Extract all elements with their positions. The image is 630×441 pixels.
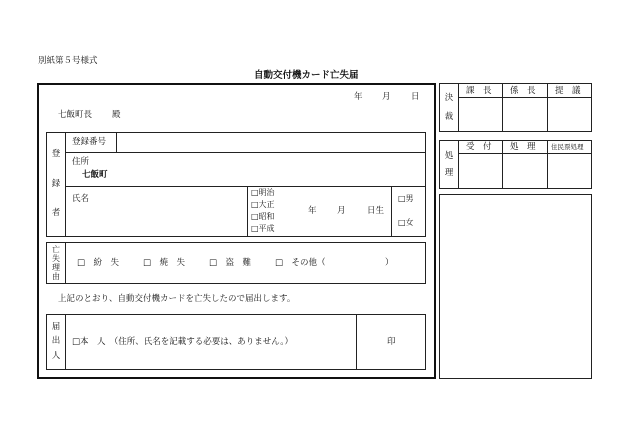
address-field[interactable] bbox=[66, 153, 425, 185]
processing-col-process: 処 理 bbox=[510, 142, 536, 152]
era-meiji-checkbox[interactable]: □明治 bbox=[251, 188, 275, 197]
registrant-label-1: 登 bbox=[51, 149, 61, 159]
era-heisei-checkbox[interactable]: □平成 bbox=[251, 224, 275, 233]
processing-label-2: 理 bbox=[444, 168, 454, 178]
honorific: 殿 bbox=[112, 110, 121, 120]
registration-number-label: 登録番号 bbox=[72, 137, 107, 147]
form-number: 別紙第５号様式 bbox=[38, 56, 98, 66]
name-birth-divider bbox=[247, 186, 248, 237]
birth-sex-divider bbox=[391, 186, 392, 237]
birth-year-label: 年 bbox=[308, 206, 317, 216]
applicant-label-3: 人 bbox=[51, 351, 61, 361]
reason-burned-checkbox[interactable]: □ 焼 失 bbox=[143, 258, 186, 268]
reason-lost-checkbox[interactable]: □ 紛 失 bbox=[77, 258, 120, 268]
processing-label-1: 処 bbox=[444, 151, 454, 161]
approval-col-divider-2 bbox=[547, 83, 548, 132]
registration-number-field[interactable] bbox=[117, 133, 425, 151]
reason-other-checkbox[interactable]: □ その他（ ） bbox=[275, 258, 394, 268]
address-label: 住所 bbox=[72, 157, 90, 167]
applicant-self-checkbox[interactable]: □本 人 （住所、氏名を記載する必要は、ありません。） bbox=[72, 337, 294, 347]
reason-label-3: 理 bbox=[52, 263, 60, 272]
date-month-label: 月 bbox=[382, 92, 391, 102]
processing-col-resident-record: 住民票処理 bbox=[551, 143, 584, 151]
applicant-label-divider bbox=[65, 314, 66, 370]
approval-col-proposal: 提 議 bbox=[555, 86, 581, 96]
approval-col-divider-1 bbox=[502, 83, 503, 132]
date-year-label: 年 bbox=[354, 92, 363, 102]
approval-label-2: 裁 bbox=[444, 112, 454, 122]
approval-col-section-chief: 課 長 bbox=[466, 86, 492, 96]
era-taisho-checkbox[interactable]: □大正 bbox=[251, 200, 275, 209]
registrant-label-3: 者 bbox=[51, 208, 61, 218]
sex-male-checkbox[interactable]: □男 bbox=[398, 194, 414, 203]
applicant-label-1: 届 bbox=[51, 322, 61, 332]
statement-text: 上記のとおり、自動交付機カードを亡失したので届出します。 bbox=[58, 294, 296, 304]
form-title: 自動交付機カード亡失届 bbox=[254, 70, 359, 81]
processing-header-line bbox=[458, 153, 592, 154]
birth-month-label: 月 bbox=[337, 206, 346, 216]
era-showa-checkbox[interactable]: □昭和 bbox=[251, 212, 275, 221]
birth-day-label: 日生 bbox=[367, 206, 385, 216]
reason-stolen-checkbox[interactable]: □ 盗 難 bbox=[209, 258, 252, 268]
date-day-label: 日 bbox=[411, 92, 420, 102]
reason-label-divider bbox=[65, 242, 66, 284]
processing-col-divider-2 bbox=[547, 140, 548, 189]
applicant-label-2: 出 bbox=[51, 336, 61, 346]
seal-mark: 印 bbox=[387, 337, 396, 347]
address-value: 七飯町 bbox=[82, 170, 108, 180]
processing-label-divider bbox=[458, 140, 459, 189]
name-field[interactable] bbox=[66, 187, 246, 236]
reason-label-4: 由 bbox=[52, 272, 60, 281]
reason-label-1: 亡 bbox=[52, 245, 60, 254]
processing-col-divider-1 bbox=[502, 140, 503, 189]
approval-col-subsection-chief: 係 長 bbox=[510, 86, 536, 96]
sex-female-checkbox[interactable]: □女 bbox=[398, 218, 414, 227]
mayor-addressee: 七飯町長 bbox=[58, 110, 93, 120]
approval-label-divider bbox=[458, 83, 459, 132]
name-label: 氏名 bbox=[72, 194, 90, 204]
reason-label-2: 失 bbox=[52, 254, 60, 263]
approval-label-1: 決 bbox=[444, 93, 454, 103]
registrant-label-2: 録 bbox=[51, 179, 61, 189]
seal-divider bbox=[356, 314, 357, 370]
office-notes-box bbox=[439, 194, 592, 379]
processing-col-reception: 受 付 bbox=[466, 142, 492, 152]
approval-header-line bbox=[458, 97, 592, 98]
